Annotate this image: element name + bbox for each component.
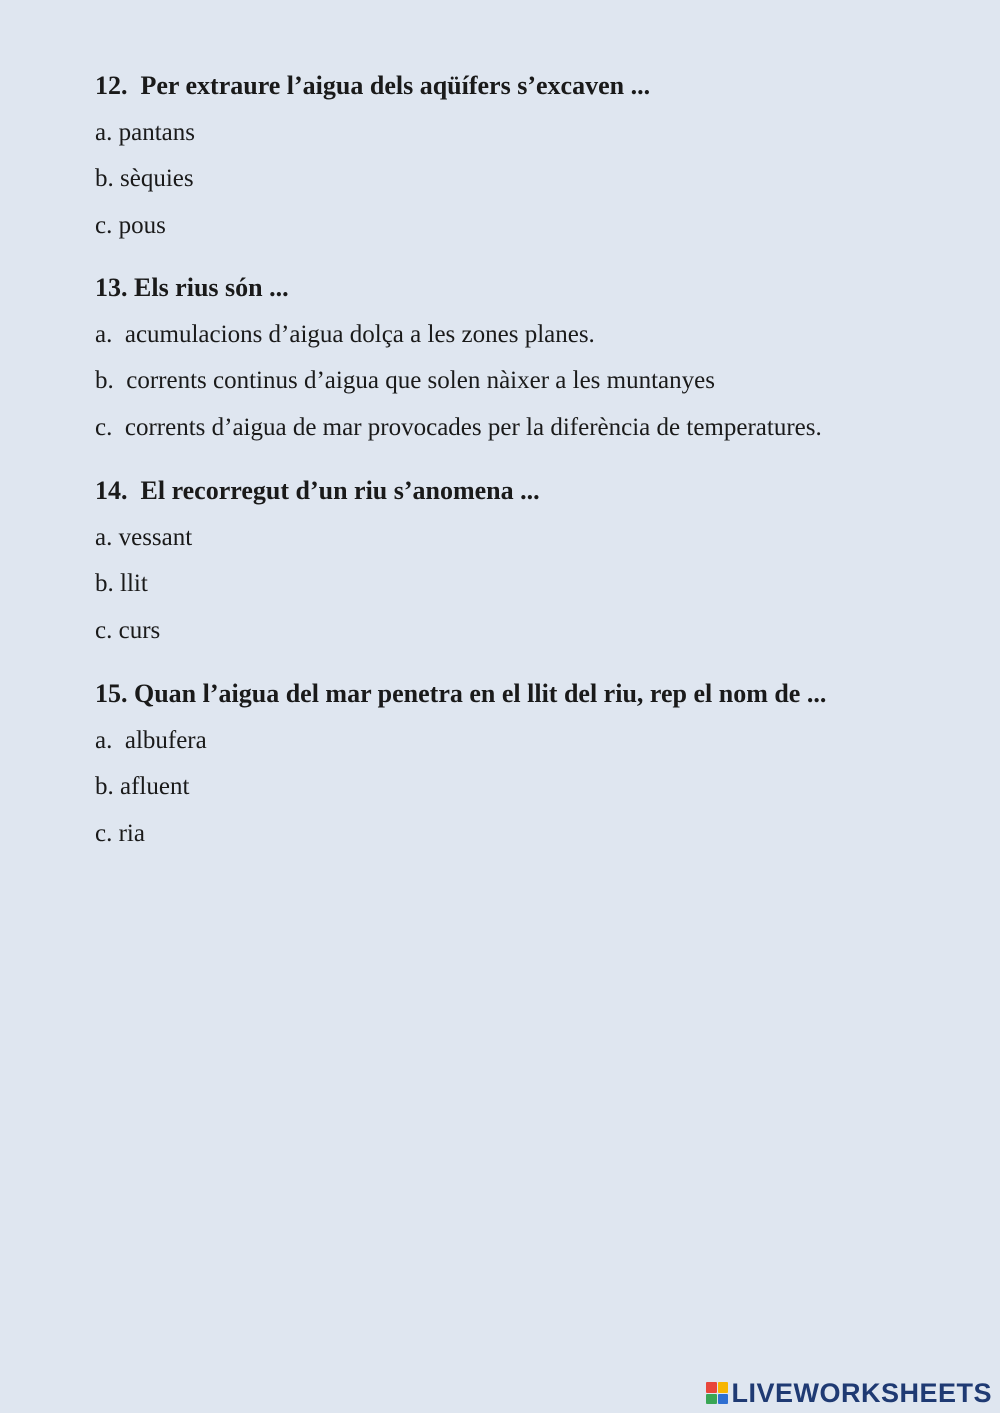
question-12-option-c: c. pous bbox=[95, 211, 166, 239]
question-14-option-b: b. llit bbox=[95, 570, 148, 597]
question-13-option-a: a. acumulacions d’aigua dolça a les zones planes. bbox=[95, 320, 595, 348]
question-15 bbox=[95, 677, 826, 851]
question-13 bbox=[95, 271, 822, 445]
question-15-option-b: b. afluent bbox=[95, 773, 190, 800]
question-12-option-b: b. sèquies bbox=[95, 165, 194, 192]
logo-tile bbox=[718, 1382, 729, 1393]
logo-tile bbox=[706, 1394, 717, 1405]
liveworksheets-logo-icon bbox=[706, 1382, 728, 1404]
question-12-option-a: a. pantans bbox=[95, 118, 195, 146]
liveworksheets-watermark bbox=[706, 1379, 992, 1407]
question-14-title: 14. El recorregut d’un riu s’anomena ... bbox=[95, 476, 540, 505]
question-12 bbox=[95, 69, 650, 243]
question-13-option-c: c. corrents d’aigua de mar provocades per la diferència de temperatures. bbox=[95, 413, 822, 441]
question-13-title: 13. Els rius són ... bbox=[95, 273, 289, 302]
question-14 bbox=[95, 474, 540, 648]
logo-tile bbox=[718, 1394, 729, 1405]
question-12-title: 12. Per extraure l’aigua dels aqüífers s’excaven ... bbox=[95, 71, 651, 100]
question-13-option-b: b. corrents continus d’aigua que solen nàixer a les muntanyes bbox=[95, 367, 715, 394]
question-15-option-c: c. ria bbox=[95, 819, 145, 847]
question-14-option-c: c. curs bbox=[95, 616, 161, 644]
logo-tile bbox=[706, 1382, 717, 1393]
watermark-text: LIVEWORKSHEETS bbox=[731, 1378, 992, 1408]
question-15-option-a: a. albufera bbox=[95, 726, 207, 754]
question-14-option-a: a. vessant bbox=[95, 523, 193, 551]
question-15-title: 15. Quan l’aigua del mar penetra en el llit del riu, rep el nom de ... bbox=[95, 679, 827, 708]
